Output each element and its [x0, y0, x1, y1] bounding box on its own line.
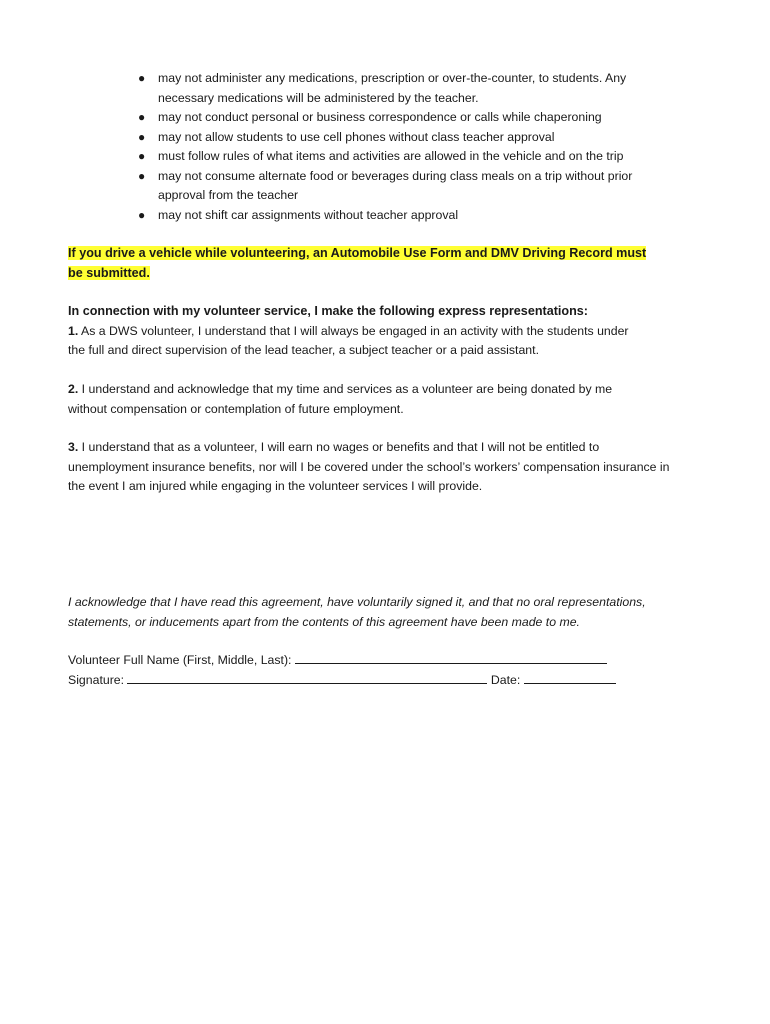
full-name-field[interactable] — [295, 651, 607, 664]
list-item — [138, 69, 698, 108]
item-number: 1. — [68, 323, 79, 338]
representation-item — [68, 380, 708, 419]
item-text: the full and direct supervision of the lead teacher, a subject teacher or a paid assistant. — [68, 343, 539, 357]
acknowledgement-statement — [68, 593, 708, 632]
list-item-text: may not conduct personal or business correspondence or calls while chaperoning — [158, 110, 602, 124]
bullet-icon: ● — [138, 168, 146, 183]
list-item-text: may not shift car assignments without teacher approval — [158, 207, 459, 222]
item-text: unemployment insurance benefits, nor will I be covered under the school’s workers’ compensation insurance in — [68, 459, 670, 474]
list-item — [138, 147, 698, 167]
list-item-text: may not administer any medications, prescription or over-the-counter, to students. Any — [158, 71, 627, 85]
acknowledgement-text: I acknowledge that I have read this agreement, have voluntarily signed it, and that no oral representations, — [68, 595, 646, 609]
item-number: 2. — [68, 382, 79, 396]
list-item-text: necessary medications will be administered by the teacher. — [158, 90, 479, 105]
list-item-text: approval from the teacher — [158, 188, 299, 202]
item-text: the event I am injured while engaging in the volunteer services I will provide. — [68, 479, 483, 493]
list-item-text: may not allow students to use cell phones without class teacher approval — [158, 129, 555, 144]
date-label: Date: — [490, 672, 521, 687]
list-item-text: must follow rules of what items and activities are allowed in the vehicle and on the trip — [158, 149, 624, 163]
list-item-text: may not consume alternate food or beverages during class meals on a trip without prior — [158, 168, 633, 183]
automobile-notice — [68, 244, 708, 283]
item-number: 3. — [68, 440, 79, 454]
list-item — [138, 206, 698, 226]
section-heading: In connection with my volunteer service, I make the following express representations: — [68, 304, 588, 318]
full-name-label: Volunteer Full Name (First, Middle, Last): — [68, 653, 292, 667]
bullet-icon: ● — [138, 71, 146, 85]
highlighted-text: If you drive a vehicle while volunteering, an Automobile Use Form and DMV Driving Record must — [68, 246, 647, 260]
signature-row — [68, 671, 708, 691]
signature-field[interactable] — [127, 671, 487, 684]
date-field[interactable] — [524, 671, 616, 684]
list-item — [138, 167, 698, 206]
list-item — [138, 108, 698, 128]
bullet-icon: ● — [138, 129, 146, 144]
item-text: I understand that as a volunteer, I will earn no wages or benefits and that I will not be entitled to — [78, 440, 600, 454]
bullet-icon: ● — [138, 207, 146, 222]
item-text: without compensation or contemplation of future employment. — [68, 401, 404, 416]
rules-bullet-list — [138, 69, 698, 225]
representation-item — [68, 322, 708, 342]
signature-label: Signature: — [68, 672, 125, 687]
representation-item — [68, 438, 708, 497]
signature-fields — [68, 651, 708, 690]
acknowledgement-text: statements, or inducements apart from the contents of this agreement have been made to me. — [68, 614, 580, 629]
bullet-icon: ● — [138, 149, 146, 163]
full-name-row — [68, 651, 708, 671]
bullet-icon: ● — [138, 110, 146, 124]
list-item — [138, 128, 698, 148]
representations-section — [68, 302, 708, 361]
item-text: I understand and acknowledge that my time and services as a volunteer are being donated by me — [78, 382, 613, 396]
highlighted-text: be submitted. — [68, 265, 150, 280]
item-text: As a DWS volunteer, I understand that I will always be engaged in an activity with the students under — [78, 323, 629, 338]
